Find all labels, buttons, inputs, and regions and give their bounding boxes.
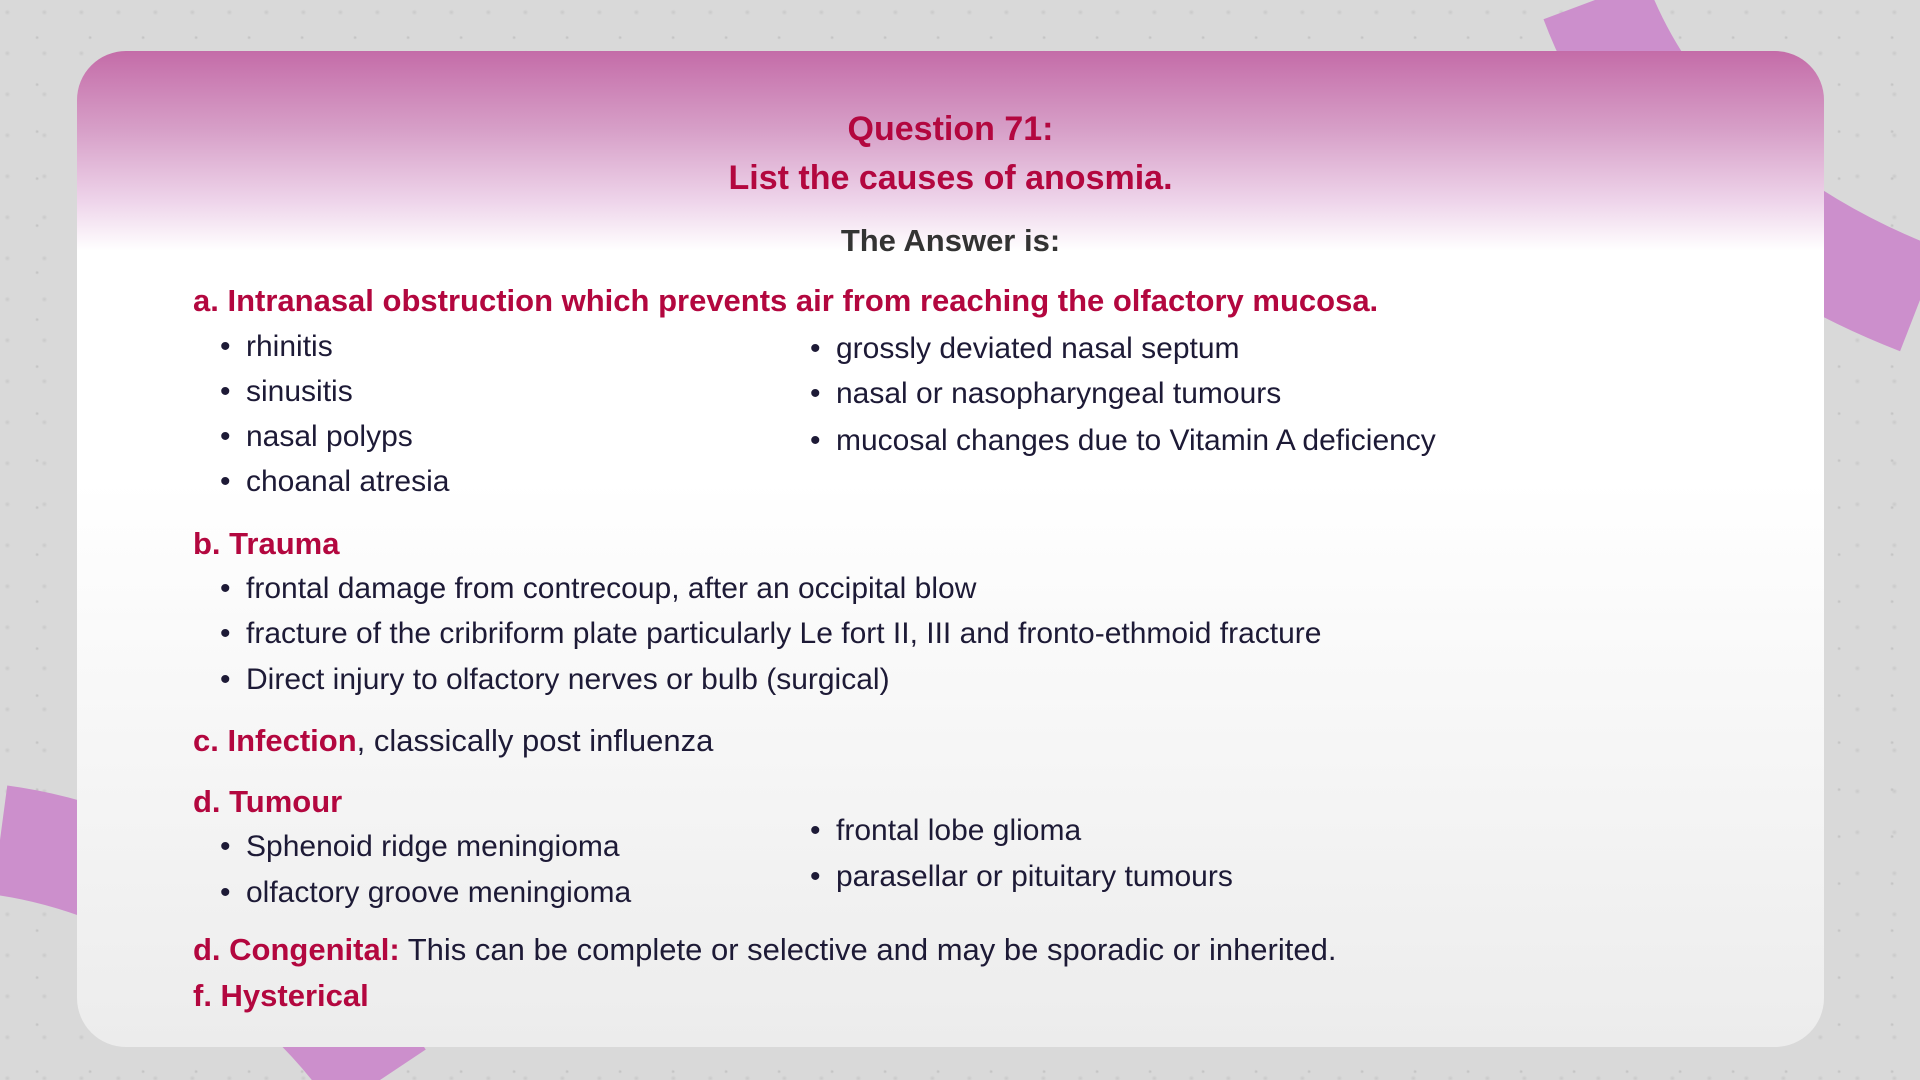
- section-d-heading: d. Tumour: [193, 784, 343, 819]
- list-item: • parasellar or pituitary tumours: [836, 859, 1233, 895]
- list-item: • Sphenoid ridge meningioma: [246, 829, 620, 865]
- list-item: • nasal or nasopharyngeal tumours: [836, 376, 1281, 412]
- list-item: • mucosal changes due to Vitamin A deficiency: [836, 423, 1436, 459]
- list-item: • Direct injury to olfactory nerves or bulb (surgical): [246, 662, 890, 698]
- section-congenital: [193, 932, 1336, 968]
- section-congenital-heading: d. Congenital:: [193, 932, 400, 967]
- list-item: • olfactory groove meningioma: [246, 875, 631, 911]
- list-item: • grossly deviated nasal septum: [836, 331, 1240, 367]
- section-congenital-text: This can be complete or selective and may be sporadic or inherited.: [399, 932, 1337, 967]
- list-item: • fracture of the cribriform plate particularly Le fort II, III and fronto-ethmoid fracture: [246, 616, 1321, 652]
- answer-card: [77, 51, 1824, 1047]
- list-item: • nasal polyps: [246, 419, 413, 455]
- list-item: • frontal damage from contrecoup, after an occipital blow: [246, 571, 976, 607]
- section-f-heading: f. Hysterical: [193, 978, 369, 1013]
- question-number: Question 71:: [847, 110, 1054, 148]
- section-b-heading: b. Trauma: [193, 526, 340, 561]
- question-text: List the causes of anosmia.: [728, 159, 1173, 197]
- answer-label: The Answer is:: [840, 223, 1061, 258]
- section-c: [193, 723, 713, 759]
- list-item: • frontal lobe glioma: [836, 813, 1081, 849]
- list-item: • sinusitis: [246, 374, 353, 410]
- list-item: • rhinitis: [246, 329, 333, 365]
- section-c-text: , classically post influenza: [356, 723, 714, 758]
- section-a-heading: a. Intranasal obstruction which prevents air from reaching the olfactory mucosa.: [193, 283, 1379, 318]
- section-c-heading: c. Infection: [193, 723, 357, 758]
- list-item: • choanal atresia: [246, 464, 449, 500]
